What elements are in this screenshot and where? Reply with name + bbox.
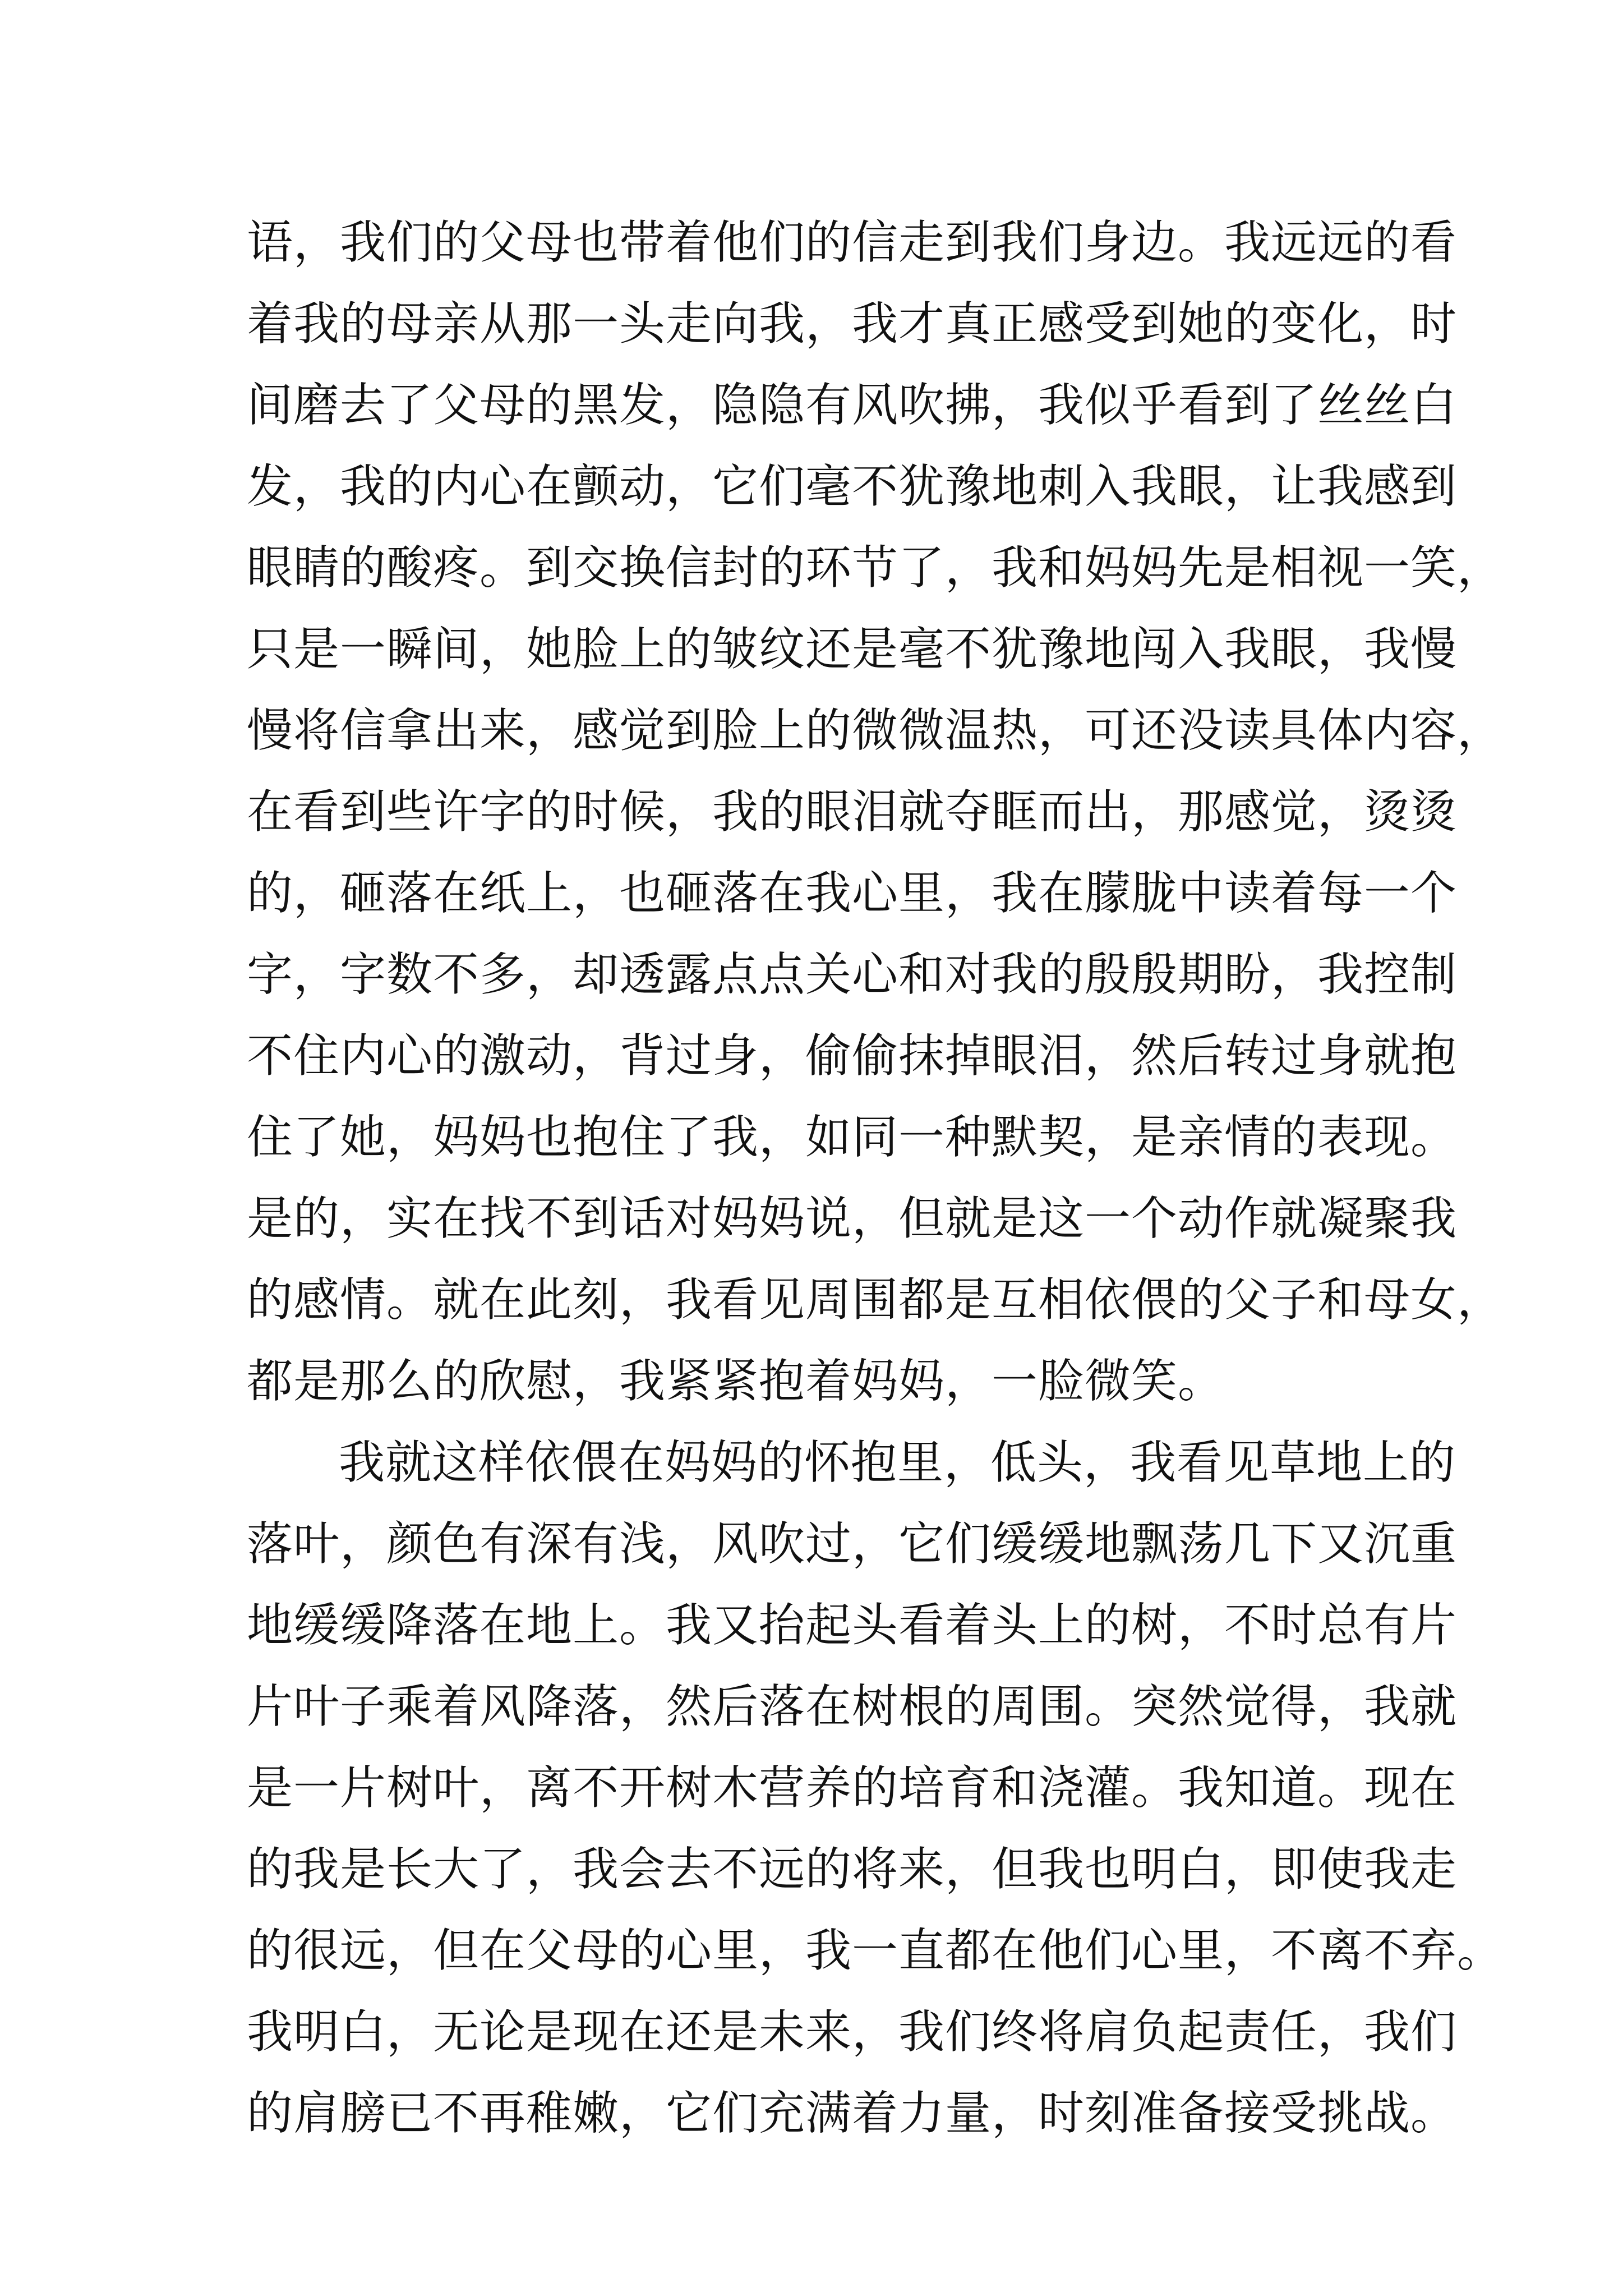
text-line: 眼睛的酸疼。到交换信封的环节了，我和妈妈先是相视一笑，: [247, 541, 1504, 595]
text-line: 慢将信拿出来，感觉到脸上的微微温热，可还没读具体内容，: [247, 704, 1504, 757]
text-line: 语，我们的父母也带着他们的信走到我们身边。我远远的看: [247, 216, 1458, 269]
text-line: 着我的母亲从那一头走向我，我才真正感受到她的变化，时: [247, 297, 1458, 351]
text-line: 地缓缓降落在地上。我又抬起头看着头上的树，不时总有片: [247, 1599, 1458, 1652]
text-line: 间磨去了父母的黑发，隐隐有风吹拂，我似乎看到了丝丝白: [247, 379, 1458, 432]
text-line: 我明白，无论是现在还是未来，我们终将肩负起责任，我们: [247, 2005, 1458, 2059]
text-line: 在看到些许字的时候，我的眼泪就夺眶而出，那感觉，烫烫: [247, 785, 1458, 839]
paragraph-2: [247, 1422, 1504, 2154]
text-line: 的很远，但在父母的心里，我一直都在他们心里，不离不弃。: [247, 1924, 1504, 1977]
text-line: 发，我的内心在颤动，它们毫不犹豫地刺入我眼，让我感到: [247, 460, 1458, 513]
text-line: 的，砸落在纸上，也砸落在我心里，我在朦胧中读着每一个: [247, 867, 1458, 920]
text-line: 的我是长大了，我会去不远的将来，但我也明白，即使我走: [247, 1843, 1458, 1896]
text-line: 不住内心的激动，背过身，偷偷抹掉眼泪，然后转过身就抱: [247, 1029, 1458, 1083]
text-line: 是一片树叶，离不开树木营养的培育和浇灌。我知道。现在: [247, 1761, 1458, 1815]
text-line: 的肩膀已不再稚嫩，它们充满着力量，时刻准备接受挑战。: [247, 2087, 1458, 2140]
paragraph-1: [247, 202, 1504, 1422]
text-line-first: 我就这样依偎在妈妈的怀抱里，低头，我看见草地上的: [339, 1436, 1456, 1489]
text-line: 的感情。就在此刻，我看见周围都是互相依偎的父子和母女，: [247, 1273, 1504, 1327]
text-line: 字，字数不多，却透露点点关心和对我的殷殷期盼，我控制: [247, 948, 1458, 1001]
text-line: 都是那么的欣慰，我紧紧抱着妈妈，一脸微笑。: [247, 1355, 1225, 1408]
document-body: [247, 202, 1504, 2154]
text-line: 落叶，颜色有深有浅，风吹过，它们缓缓地飘荡几下又沉重: [247, 1517, 1458, 1571]
text-line: 片叶子乘着风降落，然后落在树根的周围。突然觉得，我就: [247, 1680, 1458, 1733]
text-line: 住了她，妈妈也抱住了我，如同一种默契，是亲情的表现。: [247, 1111, 1458, 1164]
text-line: 只是一瞬间，她脸上的皱纹还是毫不犹豫地闯入我眼，我慢: [247, 623, 1458, 676]
text-line: 是的，实在找不到话对妈妈说，但就是这一个动作就凝聚我: [247, 1192, 1458, 1245]
